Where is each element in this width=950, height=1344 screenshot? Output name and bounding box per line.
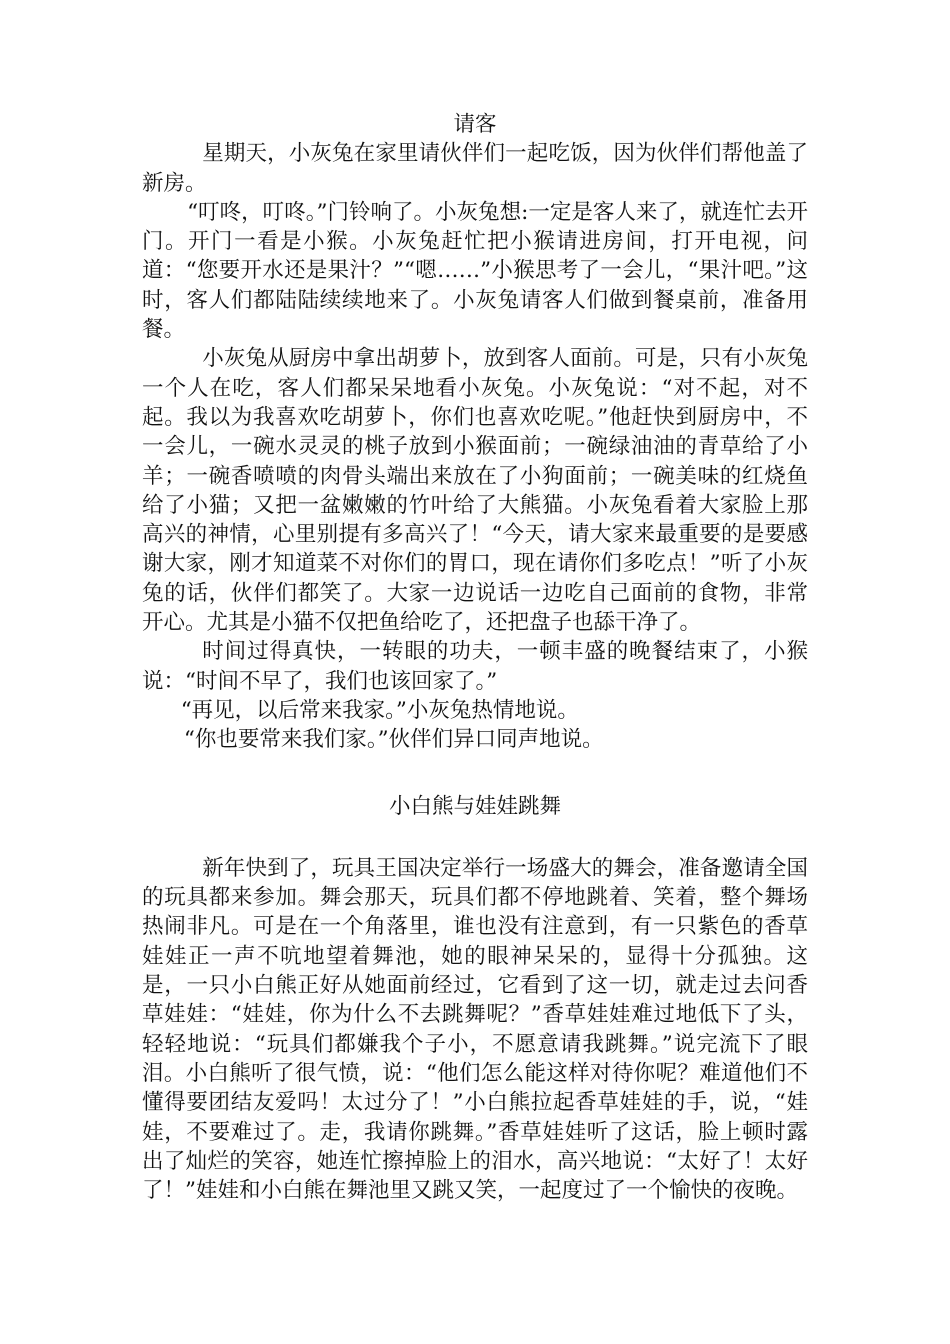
story1-paragraph-5: “再见，以后常来我家。”小灰兔热情地说。 xyxy=(180,697,579,723)
document-content xyxy=(142,110,808,1205)
story-title-xiaobaixiong: 小白熊与娃娃跳舞 xyxy=(388,793,561,819)
story-title-qingke: 请客 xyxy=(453,112,497,137)
story2-paragraph-1: 新年快到了，玩具王国决定举行一场盛大的舞会，准备邀请全国的玩具都来参加。舞会那天，玩具们都不停地跳着、笑着，整个舞场热闹非凡。可是在一个角落里，谁也没有注意到，有一只紫色的香草娃娃正一声不吭地望着舞池，她的眼神呆呆的，显得十分孤独。这是，一只小白熊正好从她面前经过，它看到了这一切，就走过去问香草娃娃：“娃娃，你为什么不去跳舞呢？”香草娃娃难过地低下了头，轻轻地说：“玩具们都嫌我个子小，不愿意请我跳舞。”说完流下了眼泪。小白熊听了很气愤，说：“他们怎么能这样对待你呢？难道他们不懂得要团结友爱吗！太过分了！”小白熊拉起香草娃娃的手，说，“娃娃，不要难过了。走，我请你跳舞。”香草娃娃听了这话，脸上顿时露出了灿烂的笑容，她连忙擦掉脸上的泪水，高兴地说：“太好了！太好了！”娃娃和小白熊在舞池里又跳又笑，一起度过了一个愉快的夜晚。 xyxy=(142,855,808,1204)
story1-paragraph-1: 星期天，小灰兔在家里请伙伴们一起吃饭，因为伙伴们帮他盖了新房。 xyxy=(142,141,808,196)
story1-paragraph-2: “叮咚，叮咚。”门铃响了。小灰兔想:一定是客人来了，就连忙去开门。开门一看是小猴。小灰兔赶忙把小猴请进房间，打开电视，问道：“您要开水还是果汁？”“嗯……”小猴思考了一会儿，“果汁吧。”这时，客人们都陆陆续续地来了。小灰兔请客人们做到餐桌前，准备用餐。 xyxy=(142,199,808,343)
story1-paragraph-4: 时间过得真快，一转眼的功夫，一顿丰盛的晚餐结束了，小猴说：“时间不早了，我们也该回家了。” xyxy=(142,639,808,694)
story1-paragraph-6: “你也要常来我们家。”伙伴们异口同声地说。 xyxy=(183,727,604,753)
story1-paragraph-3: 小灰兔从厨房中拿出胡萝卜，放到客人面前。可是，只有小灰兔一个人在吃，客人们都呆呆地看小灰兔。小灰兔说：“对不起，对不起。我以为我喜欢吃胡萝卜，你们也喜欢吃呢。”他赶快到厨房中，不一会儿，一碗水灵灵的桃子放到小猴面前；一碗绿油油的青草给了小羊；一碗香喷喷的肉骨头端出来放在了小狗面前；一碗美味的红烧鱼给了小猫；又把一盆嫩嫩的竹叶给了大熊猫。小灰兔看着大家脸上那高兴的神情，心里别提有多高兴了！“今天，请大家来最重要的是要感谢大家，刚才知道菜不对你们的胃口，现在请你们多吃点！”听了小灰兔的话，伙伴们都笑了。大家一边说话一边吃自己面前的食物，非常开心。尤其是小猫不仅把鱼给吃了，还把盘子也舔干净了。 xyxy=(142,346,808,636)
